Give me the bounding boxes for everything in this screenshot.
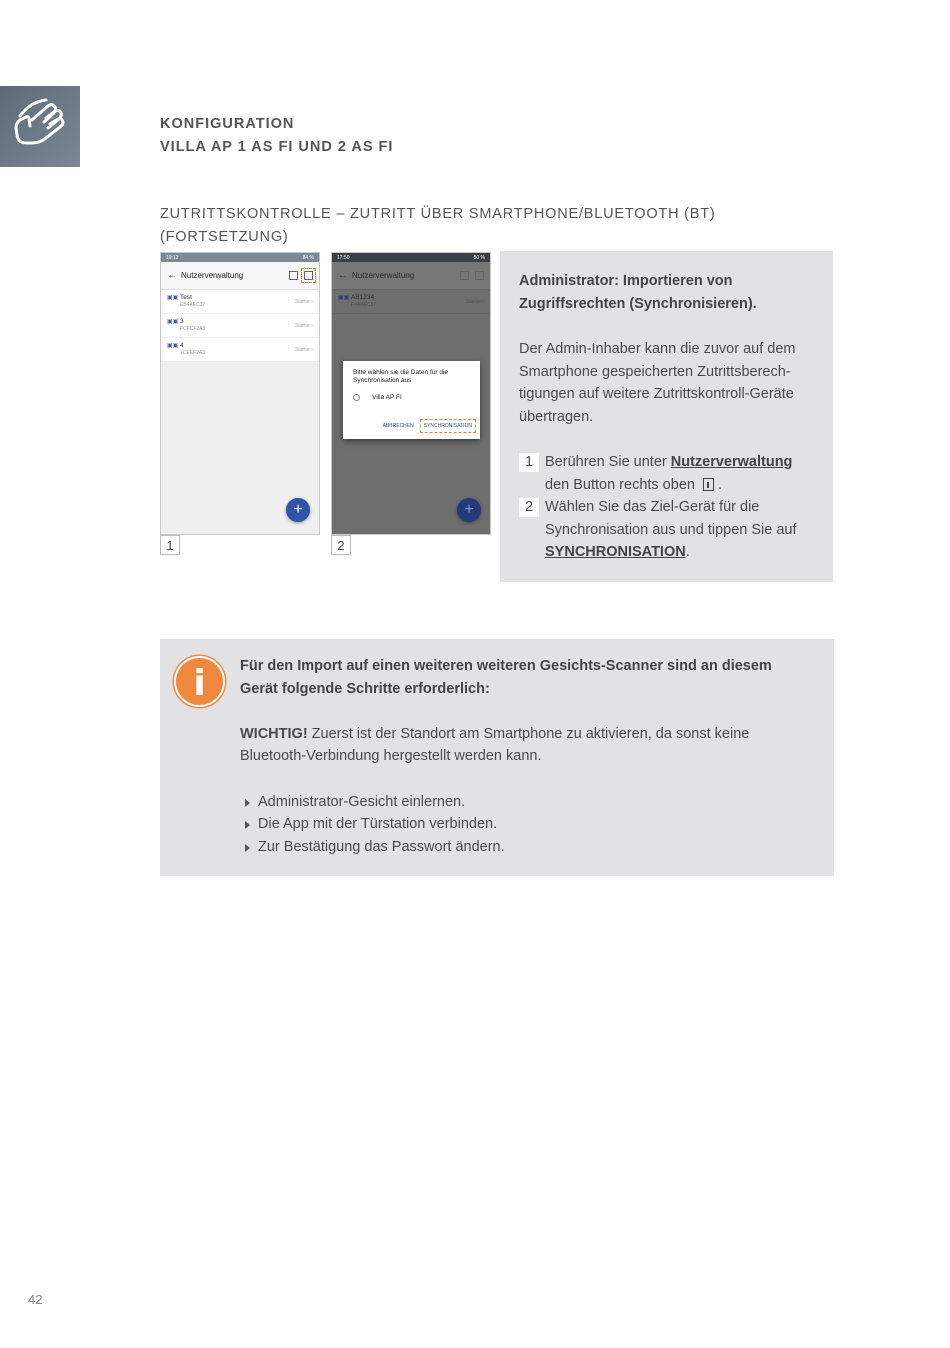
header-line-2: VILLA AP 1 AS FI UND 2 AS FI <box>160 139 394 155</box>
cancel-button[interactable]: ABBRECHEN <box>382 423 414 429</box>
user-list <box>332 290 490 314</box>
user-card-icon: ▣▣ <box>338 295 350 301</box>
info-important <box>240 723 810 768</box>
add-user-button[interactable]: + <box>457 498 481 522</box>
step-text: Wählen Sie das Ziel-Gerät für die Synchronisation aus und tippen Sie auf <box>545 499 797 538</box>
user-name: 4 <box>180 342 184 349</box>
app-bar-title: Nutzerverwaltung <box>181 271 244 280</box>
important-label: WICHTIG! <box>240 725 308 742</box>
phone-status-bar <box>332 253 490 262</box>
section-marker <box>0 86 80 167</box>
header-line-1: KONFIGURATION <box>160 116 295 132</box>
status-battery: 84 % <box>302 254 314 261</box>
back-arrow-icon[interactable]: ← <box>338 270 348 281</box>
status-time: 19:12 <box>166 254 179 261</box>
copy-icon[interactable] <box>289 271 298 280</box>
user-id: 1CEEF2A3 <box>180 350 206 356</box>
user-name: Test <box>180 294 192 301</box>
copy-icon[interactable] <box>460 271 469 280</box>
phone-status-bar <box>161 253 319 262</box>
list-item-text: Zur Bestätigung das Passwort ändern. <box>258 838 505 855</box>
user-id: FCFCF2A3 <box>180 326 206 332</box>
user-name: AB1234 <box>351 294 375 301</box>
bullet-triangle-icon <box>245 821 250 829</box>
important-text: Zuerst ist der Standort am Smartphone zu aktivieren, da sonst keine Bluetooth-Verbindung hergestellt werden kann. <box>240 725 750 765</box>
chevron-right-icon: › <box>480 298 484 305</box>
step-number: 2 <box>519 498 539 517</box>
user-id: EB4AEC37 <box>180 302 206 308</box>
sync-dialog <box>343 361 480 439</box>
user-card-icon: ▣▣ <box>167 343 179 349</box>
user-list <box>161 290 319 362</box>
figure-number-1: 1 <box>160 535 180 555</box>
figure-number-2: 2 <box>331 535 351 555</box>
step-text: den Button rechts oben <box>545 476 695 493</box>
user-status: Starter <box>294 298 310 305</box>
step-text-end: . <box>717 476 722 493</box>
chevron-right-icon: › <box>309 298 313 305</box>
sync-button-icon[interactable] <box>475 271 484 280</box>
user-card-icon: ▣▣ <box>167 295 179 301</box>
user-status: Starter <box>294 322 310 329</box>
synchronisation-link: SYNCHRONISATION <box>545 544 686 561</box>
page-number: 42 <box>28 1292 43 1307</box>
list-item-text: Die App mit der Türstation verbinden. <box>258 816 498 833</box>
sync-button-icon[interactable] <box>304 271 313 280</box>
app-bar <box>332 262 490 290</box>
info-heading: Für den Import auf einen weiteren weiteren Gesichts-Scanner sind an diesem Gerät folgende Schritte erforderlich: <box>240 658 772 697</box>
instruction-panel <box>500 251 833 582</box>
dialog-option[interactable] <box>353 394 470 401</box>
list-item-text: Administrator-Gesicht einlernen. <box>258 793 466 810</box>
app-bar-title: Nutzerverwaltung <box>352 271 415 280</box>
list-item <box>240 836 810 859</box>
synchronisation-button[interactable]: SYNCHRONISATION <box>420 419 476 433</box>
user-status: Starter <box>294 346 310 353</box>
add-user-button[interactable]: + <box>286 498 310 522</box>
page-header <box>160 113 393 159</box>
app-bar <box>161 262 319 290</box>
info-steps-list <box>240 791 810 859</box>
user-status: Starter <box>465 298 481 305</box>
user-row[interactable] <box>332 290 490 314</box>
nutzerverwaltung-link: Nutzerverwaltung <box>670 454 793 470</box>
step-text-end: . <box>685 544 690 561</box>
step-2 <box>519 496 819 564</box>
bullet-triangle-icon <box>245 799 250 807</box>
radio-button-icon[interactable] <box>353 394 360 401</box>
status-battery: 50 % <box>473 254 485 261</box>
dialog-title: Bitte wählen sie die Daten für die Synchronisation aus <box>353 369 449 384</box>
info-box <box>160 639 834 876</box>
chevron-right-icon: › <box>309 322 313 329</box>
dialog-option-label: Villa AP FI <box>372 394 402 401</box>
bullet-triangle-icon <box>245 844 250 852</box>
user-id: F4AAEC37 <box>351 302 377 308</box>
step-text: Berühren Sie unter <box>545 454 671 470</box>
info-icon: i <box>174 656 225 707</box>
step-number: 1 <box>519 453 539 472</box>
touch-hand-icon <box>10 98 70 156</box>
user-row[interactable] <box>161 290 319 314</box>
panel-description: Der Admin-Inhaber kann die zuvor auf dem Smartphone gespeicherten Zutrittsberech-tigungen auf weitere Zutrittskontroll-Geräte übertragen. <box>519 341 796 425</box>
user-name: 3 <box>180 318 184 325</box>
sync-button-icon <box>703 478 714 491</box>
section-title: ZUTRITTSKONTROLLE – ZUTRITT ÜBER SMARTPHONE/BLUETOOTH (BT) (FORTSETZUNG) <box>160 206 716 245</box>
user-card-icon: ▣▣ <box>167 319 179 325</box>
list-item <box>240 813 810 836</box>
chevron-right-icon: › <box>309 346 313 353</box>
user-row[interactable] <box>161 338 319 362</box>
status-time: 17:50 <box>337 254 350 261</box>
screenshot-sync-dialog <box>331 252 491 535</box>
screenshot-user-management <box>160 252 320 535</box>
list-item <box>240 791 810 814</box>
back-arrow-icon[interactable]: ← <box>167 270 177 281</box>
step-1 <box>519 451 819 496</box>
panel-title: Administrator: Importieren von Zugriffsrechten (Synchronisieren). <box>519 273 757 312</box>
user-row[interactable] <box>161 314 319 338</box>
